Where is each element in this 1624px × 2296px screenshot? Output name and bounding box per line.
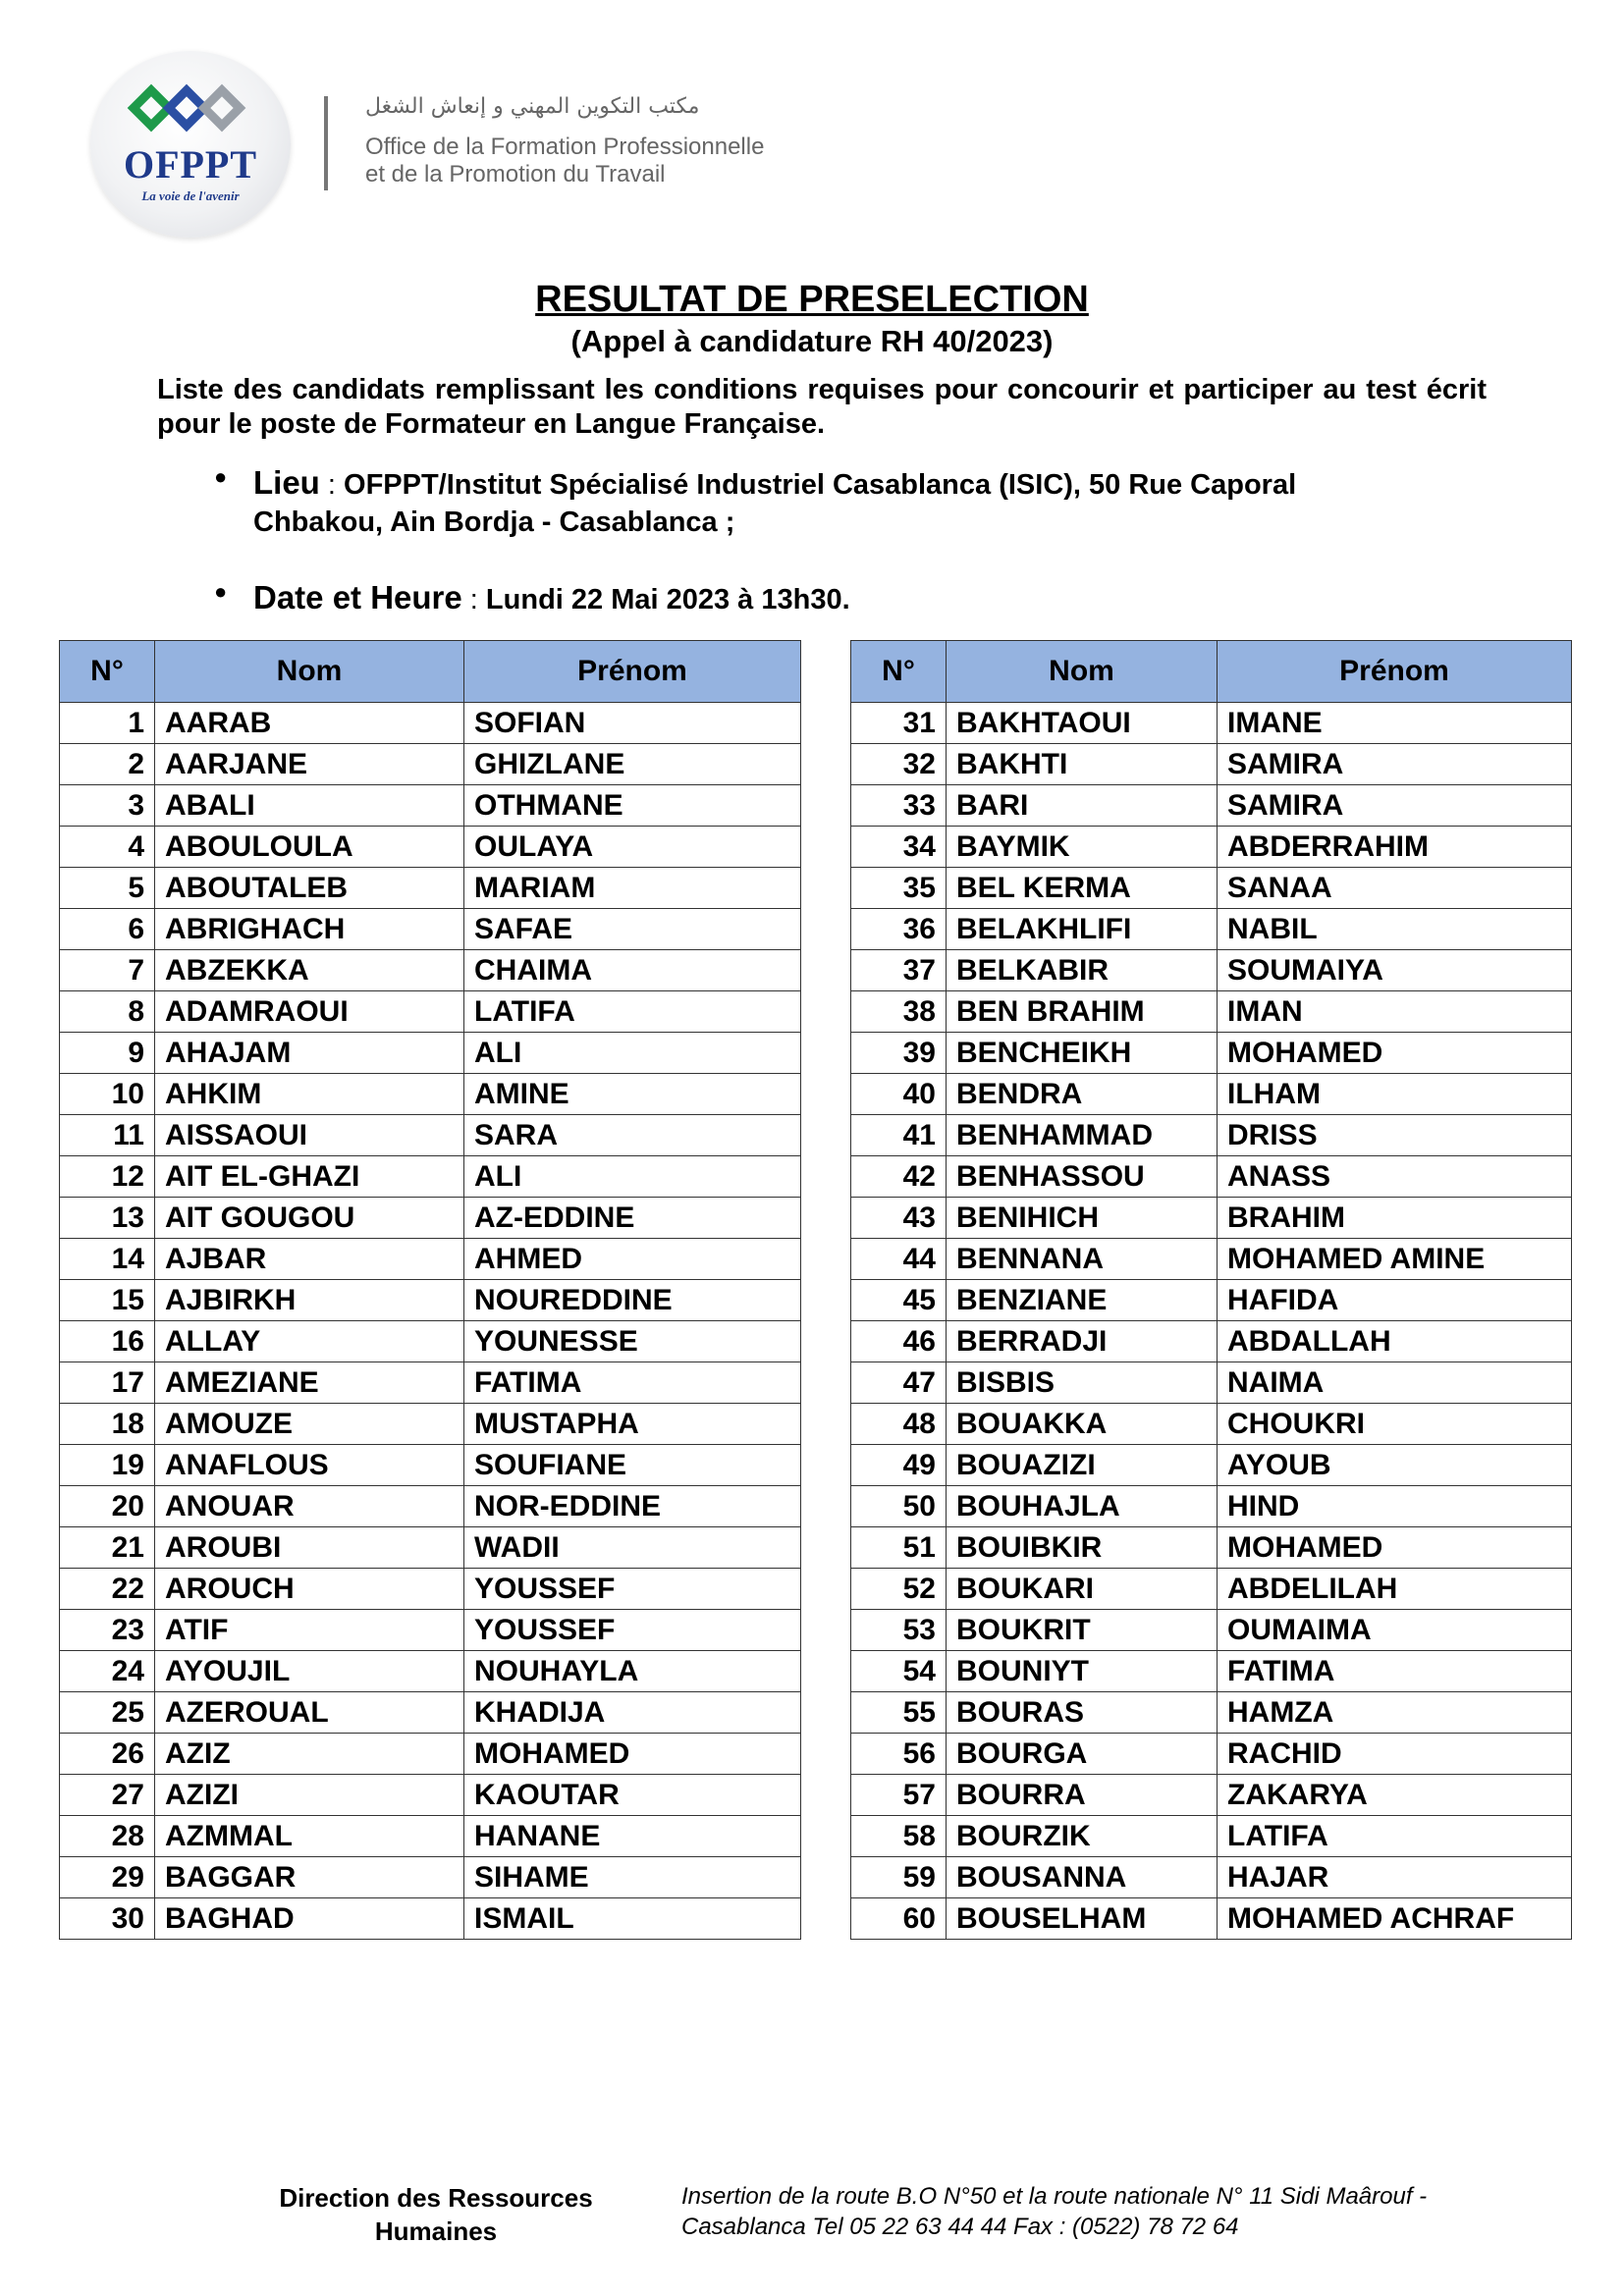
- cell-num: 3: [60, 785, 155, 827]
- footer-dept-line2: Humaines: [374, 2216, 498, 2246]
- table-row: [851, 868, 1572, 909]
- table-row: [60, 1610, 801, 1651]
- lieu-label: Lieu: [253, 464, 320, 501]
- table-row: [60, 1362, 801, 1404]
- cell-num: 41: [851, 1115, 947, 1156]
- cell-nom: BELKABIR: [947, 950, 1218, 991]
- cell-num: 32: [851, 744, 947, 785]
- cell-nom: AHAJAM: [155, 1033, 464, 1074]
- cell-prenom: AYOUB: [1218, 1445, 1572, 1486]
- cell-num: 21: [60, 1527, 155, 1569]
- cell-num: 57: [851, 1775, 947, 1816]
- table-row: [851, 1321, 1572, 1362]
- table-row: [851, 1404, 1572, 1445]
- cell-num: 24: [60, 1651, 155, 1692]
- cell-prenom: SOFIAN: [464, 703, 801, 744]
- table-row: [851, 1486, 1572, 1527]
- cell-prenom: MOHAMED: [1218, 1527, 1572, 1569]
- cell-num: 4: [60, 827, 155, 868]
- cell-nom: BAKHTAOUI: [947, 703, 1218, 744]
- cell-num: 46: [851, 1321, 947, 1362]
- col-header-prenom: Prénom: [464, 641, 801, 703]
- cell-nom: AARAB: [155, 703, 464, 744]
- table-row: [60, 1898, 801, 1940]
- table-row: [60, 785, 801, 827]
- cell-prenom: RACHID: [1218, 1734, 1572, 1775]
- table-row: [60, 868, 801, 909]
- table-row: [851, 1239, 1572, 1280]
- table-row: [851, 703, 1572, 744]
- table-row: [851, 1734, 1572, 1775]
- cell-nom: AISSAOUI: [155, 1115, 464, 1156]
- cell-nom: BENHAMMAD: [947, 1115, 1218, 1156]
- table-row: [851, 1569, 1572, 1610]
- table-row: [60, 1734, 801, 1775]
- table-row: [60, 1074, 801, 1115]
- cell-nom: BAYMIK: [947, 827, 1218, 868]
- cell-nom: ANAFLOUS: [155, 1445, 464, 1486]
- table-row: [851, 1816, 1572, 1857]
- cell-nom: ABRIGHACH: [155, 909, 464, 950]
- logo-chain-icon: [126, 80, 255, 135]
- cell-nom: BAGHAD: [155, 1898, 464, 1940]
- cell-prenom: LATIFA: [464, 991, 801, 1033]
- cell-num: 6: [60, 909, 155, 950]
- cell-num: 58: [851, 1816, 947, 1857]
- table-header-row: [851, 641, 1572, 703]
- cell-nom: BARI: [947, 785, 1218, 827]
- logo-wordmark: OFPPT: [123, 142, 258, 187]
- cell-nom: AMOUZE: [155, 1404, 464, 1445]
- table-row: [60, 1692, 801, 1734]
- cell-num: 20: [60, 1486, 155, 1527]
- header-divider: [324, 96, 328, 190]
- table-row: [60, 1445, 801, 1486]
- cell-num: 14: [60, 1239, 155, 1280]
- cell-nom: BAKHTI: [947, 744, 1218, 785]
- cell-prenom: MOHAMED: [464, 1734, 801, 1775]
- table-row: [60, 909, 801, 950]
- cell-prenom: HAMZA: [1218, 1692, 1572, 1734]
- cell-num: 48: [851, 1404, 947, 1445]
- cell-nom: ABZEKKA: [155, 950, 464, 991]
- cell-nom: BOUHAJLA: [947, 1486, 1218, 1527]
- cell-prenom: AHMED: [464, 1239, 801, 1280]
- cell-num: 43: [851, 1198, 947, 1239]
- cell-num: 27: [60, 1775, 155, 1816]
- cell-prenom: NOUREDDINE: [464, 1280, 801, 1321]
- cell-nom: AZEROUAL: [155, 1692, 464, 1734]
- date-value: Lundi 22 Mai 2023 à 13h30.: [485, 584, 850, 615]
- cell-num: 2: [60, 744, 155, 785]
- col-header-num: N°: [851, 641, 947, 703]
- cell-num: 10: [60, 1074, 155, 1115]
- cell-prenom: OTHMANE: [464, 785, 801, 827]
- col-header-nom: Nom: [155, 641, 464, 703]
- cell-nom: BENNANA: [947, 1239, 1218, 1280]
- cell-nom: AIT GOUGOU: [155, 1198, 464, 1239]
- cell-prenom: CHOUKRI: [1218, 1404, 1572, 1445]
- cell-prenom: ZAKARYA: [1218, 1775, 1572, 1816]
- cell-num: 30: [60, 1898, 155, 1940]
- cell-num: 12: [60, 1156, 155, 1198]
- cell-nom: BOUSANNA: [947, 1857, 1218, 1898]
- table-row: [60, 1486, 801, 1527]
- org-name-arabic: مكتب التكوين المهني و إنعاش الشغل: [365, 94, 700, 119]
- table-row: [851, 1857, 1572, 1898]
- cell-num: 45: [851, 1280, 947, 1321]
- cell-nom: AZIZ: [155, 1734, 464, 1775]
- cell-prenom: SANAA: [1218, 868, 1572, 909]
- footer-dept-line1: Direction des Ressources: [279, 2183, 593, 2213]
- cell-prenom: DRISS: [1218, 1115, 1572, 1156]
- cell-prenom: OUMAIMA: [1218, 1610, 1572, 1651]
- cell-nom: BEN BRAHIM: [947, 991, 1218, 1033]
- table-row: [60, 1816, 801, 1857]
- table-row: [60, 1033, 801, 1074]
- table-row: [60, 1239, 801, 1280]
- cell-num: 40: [851, 1074, 947, 1115]
- table-row: [851, 1445, 1572, 1486]
- cell-prenom: HAFIDA: [1218, 1280, 1572, 1321]
- table-row: [851, 1775, 1572, 1816]
- table-row: [851, 1362, 1572, 1404]
- cell-nom: BOUKRIT: [947, 1610, 1218, 1651]
- table-row: [60, 1156, 801, 1198]
- cell-nom: BISBIS: [947, 1362, 1218, 1404]
- cell-prenom: AZ-EDDINE: [464, 1198, 801, 1239]
- cell-prenom: MOHAMED: [1218, 1033, 1572, 1074]
- cell-nom: ATIF: [155, 1610, 464, 1651]
- cell-prenom: SIHAME: [464, 1857, 801, 1898]
- cell-prenom: YOUSSEF: [464, 1569, 801, 1610]
- cell-nom: ABALI: [155, 785, 464, 827]
- cell-num: 42: [851, 1156, 947, 1198]
- cell-prenom: SOUFIANE: [464, 1445, 801, 1486]
- table-row: [851, 744, 1572, 785]
- table-row: [60, 1857, 801, 1898]
- cell-nom: BOURGA: [947, 1734, 1218, 1775]
- cell-prenom: ILHAM: [1218, 1074, 1572, 1115]
- table-row: [851, 785, 1572, 827]
- lieu-value: OFPPT/Institut Spécialisé Industriel Casablanca (ISIC), 50 Rue Caporal Chbakou, Ain Bordja - Casablanca ;: [253, 469, 1297, 538]
- cell-num: 52: [851, 1569, 947, 1610]
- cell-prenom: YOUNESSE: [464, 1321, 801, 1362]
- cell-prenom: SAFAE: [464, 909, 801, 950]
- date-label: Date et Heure: [253, 579, 462, 615]
- table-row: [851, 1898, 1572, 1940]
- table-row: [60, 991, 801, 1033]
- table-row: [851, 1033, 1572, 1074]
- cell-prenom: WADII: [464, 1527, 801, 1569]
- table-row: [60, 744, 801, 785]
- table-row: [851, 950, 1572, 991]
- cell-num: 25: [60, 1692, 155, 1734]
- table-row: [60, 1527, 801, 1569]
- org-name-french-line1: Office de la Formation Professionnelle: [365, 133, 765, 160]
- org-name-french-line2: et de la Promotion du Travail: [365, 161, 666, 187]
- cell-num: 19: [60, 1445, 155, 1486]
- cell-nom: AJBAR: [155, 1239, 464, 1280]
- cell-prenom: MOHAMED AMINE: [1218, 1239, 1572, 1280]
- cell-prenom: SARA: [464, 1115, 801, 1156]
- footer-address: [681, 2181, 1526, 2242]
- cell-prenom: HANANE: [464, 1816, 801, 1857]
- cell-prenom: KHADIJA: [464, 1692, 801, 1734]
- cell-num: 17: [60, 1362, 155, 1404]
- candidates-table-left: [59, 640, 801, 1940]
- cell-nom: AZIZI: [155, 1775, 464, 1816]
- cell-nom: AZMMAL: [155, 1816, 464, 1857]
- cell-num: 51: [851, 1527, 947, 1569]
- cell-nom: BOUIBKIR: [947, 1527, 1218, 1569]
- cell-nom: ANOUAR: [155, 1486, 464, 1527]
- cell-prenom: NOUHAYLA: [464, 1651, 801, 1692]
- cell-prenom: YOUSSEF: [464, 1610, 801, 1651]
- cell-num: 16: [60, 1321, 155, 1362]
- cell-prenom: CHAIMA: [464, 950, 801, 991]
- lieu-separator: :: [319, 469, 345, 501]
- cell-prenom: HIND: [1218, 1486, 1572, 1527]
- cell-prenom: IMAN: [1218, 991, 1572, 1033]
- cell-prenom: GHIZLANE: [464, 744, 801, 785]
- cell-nom: AROUCH: [155, 1569, 464, 1610]
- cell-prenom: SOUMAIYA: [1218, 950, 1572, 991]
- cell-num: 55: [851, 1692, 947, 1734]
- cell-num: 7: [60, 950, 155, 991]
- table-row: [60, 1569, 801, 1610]
- cell-nom: AIT EL-GHAZI: [155, 1156, 464, 1198]
- cell-nom: BOUKARI: [947, 1569, 1218, 1610]
- cell-num: 53: [851, 1610, 947, 1651]
- cell-nom: BOUNIYT: [947, 1651, 1218, 1692]
- cell-prenom: OULAYA: [464, 827, 801, 868]
- cell-prenom: ALI: [464, 1033, 801, 1074]
- table-row: [851, 991, 1572, 1033]
- cell-prenom: ABDERRAHIM: [1218, 827, 1572, 868]
- cell-num: 23: [60, 1610, 155, 1651]
- cell-nom: BOURAS: [947, 1692, 1218, 1734]
- cell-prenom: LATIFA: [1218, 1816, 1572, 1857]
- cell-nom: BERRADJI: [947, 1321, 1218, 1362]
- cell-num: 5: [60, 868, 155, 909]
- cell-nom: BAGGAR: [155, 1857, 464, 1898]
- cell-prenom: ANASS: [1218, 1156, 1572, 1198]
- table-row: [851, 1198, 1572, 1239]
- logo-slogan: La voie de l'avenir: [141, 188, 240, 203]
- table-row: [60, 827, 801, 868]
- cell-num: 15: [60, 1280, 155, 1321]
- cell-num: 22: [60, 1569, 155, 1610]
- cell-nom: AJBIRKH: [155, 1280, 464, 1321]
- footer-address-line2: Casablanca Tel 05 22 63 44 44 Fax : (0522) 78 72 64: [681, 2214, 1239, 2240]
- cell-nom: ABOULOULA: [155, 827, 464, 868]
- candidates-table-right: [850, 640, 1572, 1940]
- cell-prenom: ALI: [464, 1156, 801, 1198]
- cell-num: 44: [851, 1239, 947, 1280]
- cell-prenom: FATIMA: [1218, 1651, 1572, 1692]
- cell-num: 56: [851, 1734, 947, 1775]
- table-row: [60, 1404, 801, 1445]
- cell-prenom: ISMAIL: [464, 1898, 801, 1940]
- cell-nom: AROUBI: [155, 1527, 464, 1569]
- cell-nom: BOURZIK: [947, 1816, 1218, 1857]
- cell-prenom: HAJAR: [1218, 1857, 1572, 1898]
- table-row: [851, 1610, 1572, 1651]
- bullet-icon: ●: [214, 464, 228, 489]
- cell-nom: AARJANE: [155, 744, 464, 785]
- cell-num: 37: [851, 950, 947, 991]
- cell-prenom: MARIAM: [464, 868, 801, 909]
- table-row: [60, 1198, 801, 1239]
- table-row: [851, 909, 1572, 950]
- table-row: [851, 1651, 1572, 1692]
- cell-nom: BOURRA: [947, 1775, 1218, 1816]
- table-row: [60, 1775, 801, 1816]
- cell-num: 1: [60, 703, 155, 744]
- cell-prenom: NAIMA: [1218, 1362, 1572, 1404]
- table-row: [60, 1115, 801, 1156]
- document-subtitle: (Appel à candidature RH 40/2023): [570, 324, 1054, 358]
- table-row: [60, 1280, 801, 1321]
- cell-num: 18: [60, 1404, 155, 1445]
- col-header-num: N°: [60, 641, 155, 703]
- cell-num: 29: [60, 1857, 155, 1898]
- ofppt-logo: [90, 51, 297, 238]
- cell-num: 39: [851, 1033, 947, 1074]
- cell-num: 26: [60, 1734, 155, 1775]
- cell-num: 54: [851, 1651, 947, 1692]
- table-row: [851, 1692, 1572, 1734]
- cell-nom: BEL KERMA: [947, 868, 1218, 909]
- cell-prenom: KAOUTAR: [464, 1775, 801, 1816]
- cell-nom: BENIHICH: [947, 1198, 1218, 1239]
- table-header-row: [60, 641, 801, 703]
- table-row: [60, 1651, 801, 1692]
- cell-num: 8: [60, 991, 155, 1033]
- cell-num: 9: [60, 1033, 155, 1074]
- cell-prenom: FATIMA: [464, 1362, 801, 1404]
- cell-prenom: MOHAMED ACHRAF: [1218, 1898, 1572, 1940]
- cell-nom: AHKIM: [155, 1074, 464, 1115]
- table-row: [60, 950, 801, 991]
- cell-prenom: BRAHIM: [1218, 1198, 1572, 1239]
- cell-nom: BOUSELHAM: [947, 1898, 1218, 1940]
- table-row: [851, 827, 1572, 868]
- col-header-nom: Nom: [947, 641, 1218, 703]
- cell-prenom: NOR-EDDINE: [464, 1486, 801, 1527]
- cell-num: 36: [851, 909, 947, 950]
- cell-prenom: AMINE: [464, 1074, 801, 1115]
- table-row: [851, 1527, 1572, 1569]
- cell-nom: BENHASSOU: [947, 1156, 1218, 1198]
- cell-prenom: NABIL: [1218, 909, 1572, 950]
- intro-paragraph: Liste des candidats remplissant les conditions requises pour concourir et participer au test écrit pour le poste de Formateur en Langue Française.: [157, 374, 1487, 440]
- cell-num: 28: [60, 1816, 155, 1857]
- cell-nom: AMEZIANE: [155, 1362, 464, 1404]
- cell-nom: BENZIANE: [947, 1280, 1218, 1321]
- cell-num: 49: [851, 1445, 947, 1486]
- table-row: [851, 1156, 1572, 1198]
- cell-nom: AYOUJIL: [155, 1651, 464, 1692]
- cell-nom: ABOUTALEB: [155, 868, 464, 909]
- cell-nom: BOUAZIZI: [947, 1445, 1218, 1486]
- table-row: [851, 1115, 1572, 1156]
- cell-prenom: SAMIRA: [1218, 785, 1572, 827]
- cell-prenom: SAMIRA: [1218, 744, 1572, 785]
- document-title: RESULTAT DE PRESELECTION: [535, 279, 1089, 320]
- cell-nom: BENDRA: [947, 1074, 1218, 1115]
- cell-num: 50: [851, 1486, 947, 1527]
- cell-num: 11: [60, 1115, 155, 1156]
- cell-nom: BELAKHLIFI: [947, 909, 1218, 950]
- footer-department: [255, 2181, 617, 2248]
- cell-prenom: ABDALLAH: [1218, 1321, 1572, 1362]
- cell-num: 34: [851, 827, 947, 868]
- table-row: [60, 1321, 801, 1362]
- col-header-prenom: Prénom: [1218, 641, 1572, 703]
- bullet-icon: ●: [214, 579, 228, 604]
- cell-num: 13: [60, 1198, 155, 1239]
- cell-nom: ALLAY: [155, 1321, 464, 1362]
- cell-num: 38: [851, 991, 947, 1033]
- cell-num: 60: [851, 1898, 947, 1940]
- cell-prenom: ABDELILAH: [1218, 1569, 1572, 1610]
- cell-num: 59: [851, 1857, 947, 1898]
- footer-address-line1: Insertion de la route B.O N°50 et la route nationale N° 11 Sidi Maârouf -: [681, 2183, 1428, 2210]
- table-row: [60, 703, 801, 744]
- cell-nom: BOUAKKA: [947, 1404, 1218, 1445]
- cell-nom: ADAMRAOUI: [155, 991, 464, 1033]
- cell-num: 47: [851, 1362, 947, 1404]
- cell-num: 33: [851, 785, 947, 827]
- cell-prenom: MUSTAPHA: [464, 1404, 801, 1445]
- date-separator: :: [461, 584, 486, 615]
- table-row: [851, 1074, 1572, 1115]
- table-row: [851, 1280, 1572, 1321]
- cell-prenom: IMANE: [1218, 703, 1572, 744]
- cell-num: 35: [851, 868, 947, 909]
- cell-nom: BENCHEIKH: [947, 1033, 1218, 1074]
- cell-num: 31: [851, 703, 947, 744]
